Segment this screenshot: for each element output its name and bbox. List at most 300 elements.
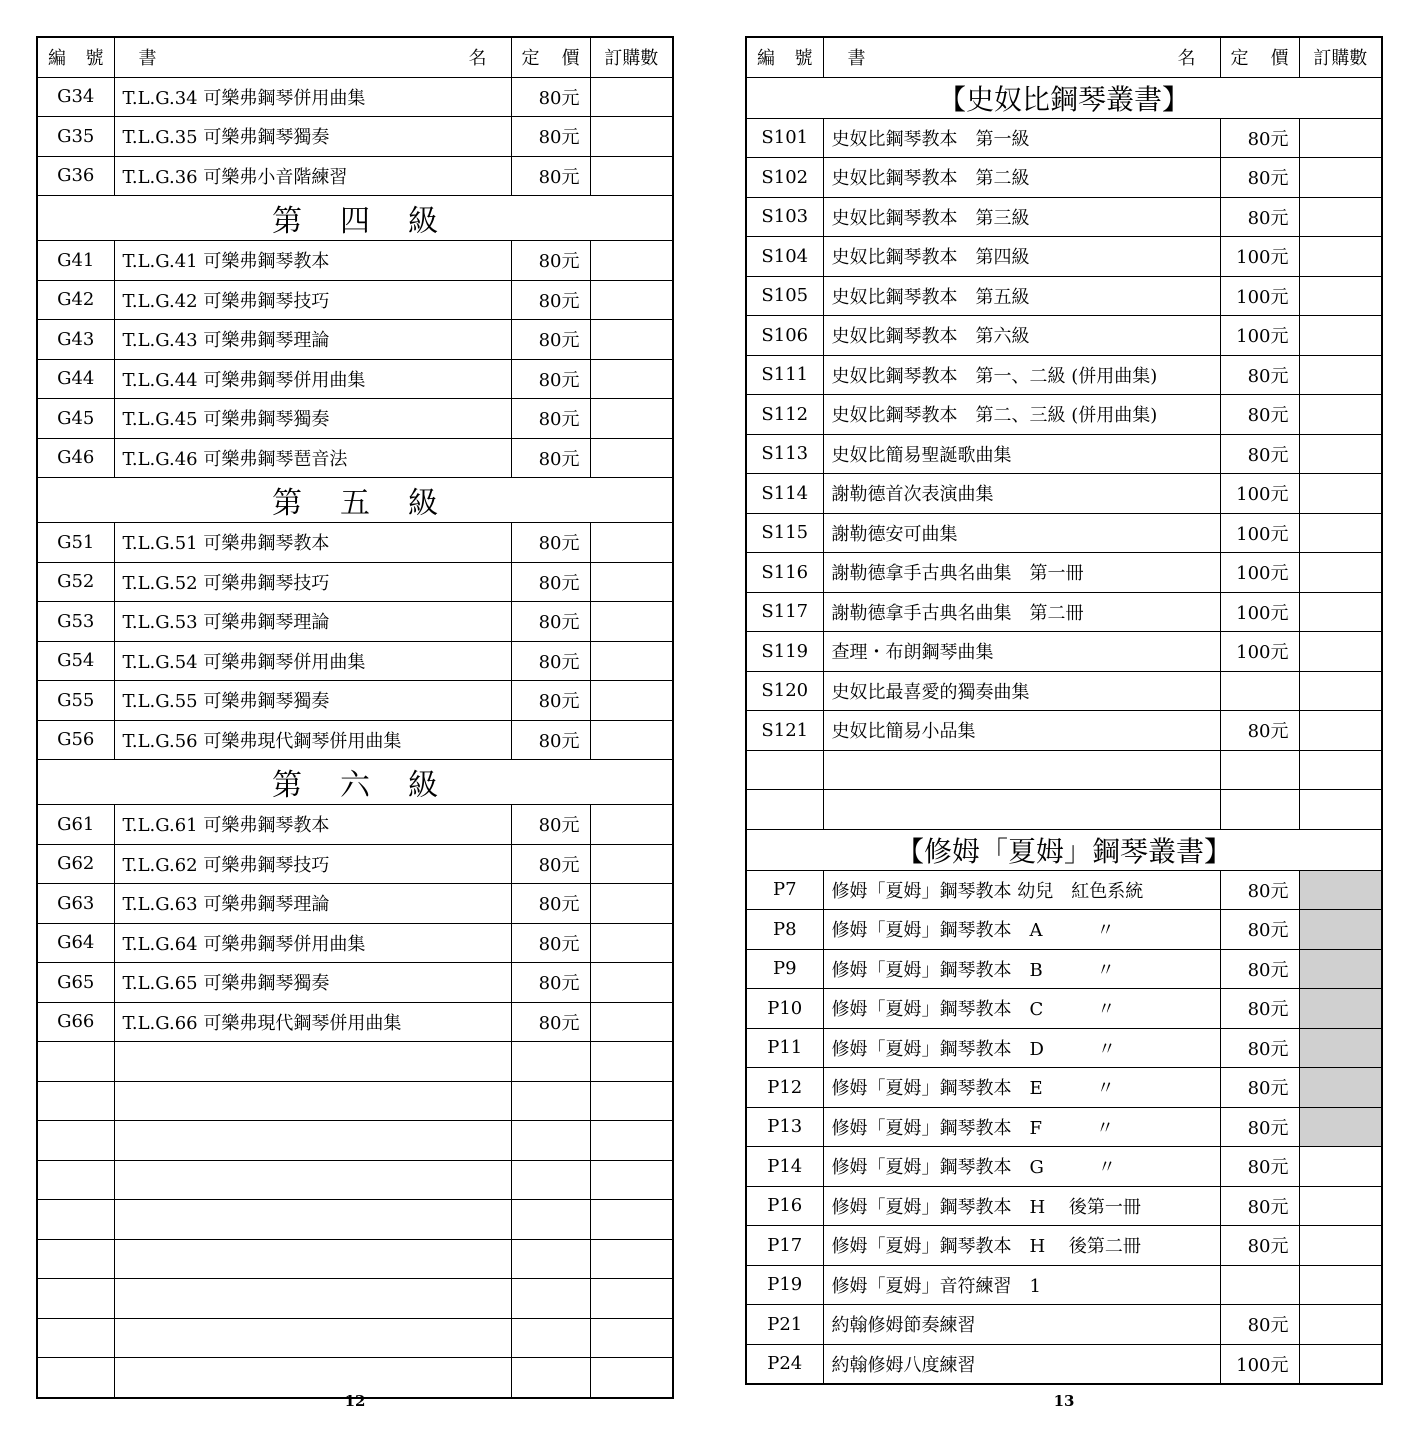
order-quantity-cell[interactable] [590,399,673,439]
order-quantity-cell[interactable] [1299,711,1382,751]
item-price: 80元 [1220,197,1299,237]
item-title: T.L.G.35 可樂弗鋼琴獨奏 [114,117,511,157]
item-title: 修姆「夏姆」鋼琴教本 H 後第一冊 [823,1186,1220,1226]
order-quantity-cell[interactable] [590,280,673,320]
item-title: T.L.G.42 可樂弗鋼琴技巧 [114,280,511,320]
item-price [1220,1265,1299,1305]
item-title: 修姆「夏姆」鋼琴教本 A 〃 [823,910,1220,950]
table-row [746,910,1382,950]
section-heading: 【修姆「夏姆」鋼琴叢書】 [746,829,1382,870]
table-row [37,720,673,760]
item-code: G34 [37,77,114,117]
item-code: G46 [37,438,114,478]
item-code [746,750,823,790]
order-quantity-cell[interactable] [1299,276,1382,316]
order-quantity-cell[interactable] [590,438,673,478]
table-row [37,681,673,721]
page-number-left: 12 [344,1392,366,1410]
item-price: 80元 [511,844,590,884]
item-title: 史奴比鋼琴教本 第三級 [823,197,1220,237]
table-row [746,1028,1382,1068]
item-title: 查理・布朗鋼琴曲集 [823,632,1220,672]
item-code: P10 [746,989,823,1029]
item-code [37,1358,114,1398]
table-row [746,870,1382,910]
table-row [37,923,673,963]
item-code: S113 [746,434,823,474]
item-title [823,790,1220,830]
order-quantity-cell[interactable] [1299,910,1382,950]
order-quantity-cell[interactable] [590,963,673,1003]
item-code: S121 [746,711,823,751]
item-price: 80元 [511,963,590,1003]
item-code: S117 [746,592,823,632]
order-quantity-cell[interactable] [1299,237,1382,277]
item-title: T.L.G.51 可樂弗鋼琴教本 [114,523,511,563]
item-code: G35 [37,117,114,157]
header-order: 訂購數 [1299,37,1382,77]
order-quantity-cell[interactable] [1299,118,1382,158]
item-price: 80元 [511,923,590,963]
item-price: 100元 [1220,1344,1299,1384]
order-quantity-cell[interactable] [1299,592,1382,632]
item-price: 80元 [511,156,590,196]
table-row [746,1068,1382,1108]
item-price: 80元 [1220,989,1299,1029]
item-price: 80元 [511,1002,590,1042]
item-title: 史奴比鋼琴教本 第一級 [823,118,1220,158]
table-row [37,77,673,117]
item-code: S103 [746,197,823,237]
item-price: 80元 [511,320,590,360]
table-row [37,844,673,884]
item-price [1220,790,1299,830]
table-header [746,37,1382,77]
order-quantity-cell[interactable] [590,1121,673,1161]
table-row [37,1279,673,1319]
table-row [37,1121,673,1161]
item-code: P12 [746,1068,823,1108]
order-quantity-cell[interactable] [1299,553,1382,593]
item-title: T.L.G.55 可樂弗鋼琴獨奏 [114,681,511,721]
item-title: 謝勒德安可曲集 [823,513,1220,553]
item-title [114,1042,511,1082]
item-title: T.L.G.44 可樂弗鋼琴併用曲集 [114,359,511,399]
item-code [37,1200,114,1240]
table-row [746,237,1382,277]
table-body-right [746,77,1382,1384]
item-title: 史奴比鋼琴教本 第二、三級 (併用曲集) [823,395,1220,435]
order-quantity-cell[interactable] [1299,1226,1382,1266]
item-title: 史奴比最喜愛的獨奏曲集 [823,671,1220,711]
table-row [746,276,1382,316]
table-row [37,280,673,320]
item-code: S101 [746,118,823,158]
table-row [746,513,1382,553]
order-quantity-cell[interactable] [1299,949,1382,989]
item-price: 80元 [511,438,590,478]
item-price [1220,750,1299,790]
order-quantity-cell[interactable] [1299,989,1382,1029]
item-price [511,1042,590,1082]
order-quantity-cell[interactable] [590,156,673,196]
order-quantity-cell[interactable] [590,1081,673,1121]
item-price: 80元 [511,641,590,681]
item-price: 100元 [1220,237,1299,277]
header-title: 書 名 [823,37,1220,77]
item-price: 80元 [1220,1305,1299,1345]
order-quantity-cell[interactable] [590,1160,673,1200]
item-title: 修姆「夏姆」鋼琴教本 B 〃 [823,949,1220,989]
item-price: 80元 [1220,1068,1299,1108]
item-title: T.L.G.62 可樂弗鋼琴技巧 [114,844,511,884]
table-row [746,1107,1382,1147]
item-title: 修姆「夏姆」音符練習 1 [823,1265,1220,1305]
item-code: G66 [37,1002,114,1042]
item-price: 80元 [511,562,590,602]
table-row [37,1002,673,1042]
table-row [37,1239,673,1279]
item-title: 修姆「夏姆」鋼琴教本 H 後第二冊 [823,1226,1220,1266]
order-quantity-cell[interactable] [1299,395,1382,435]
item-title: 史奴比鋼琴教本 第一、二級 (併用曲集) [823,355,1220,395]
item-price: 80元 [1220,395,1299,435]
item-title: T.L.G.64 可樂弗鋼琴併用曲集 [114,923,511,963]
section-heading: 第六級 [37,760,673,805]
section-heading: 第四級 [37,196,673,241]
table-row [746,1147,1382,1187]
item-code: G43 [37,320,114,360]
table-row [37,241,673,281]
item-code: G65 [37,963,114,1003]
item-price [1220,671,1299,711]
item-price: 80元 [1220,118,1299,158]
item-code: G51 [37,523,114,563]
order-quantity-cell[interactable] [590,1002,673,1042]
item-price: 80元 [511,681,590,721]
item-code [746,790,823,830]
catalog-table-left [36,36,674,1399]
item-price [511,1121,590,1161]
section-row [37,196,673,241]
item-title [114,1160,511,1200]
item-price [511,1318,590,1358]
item-title [114,1279,511,1319]
item-price: 80元 [511,241,590,281]
item-code: S115 [746,513,823,553]
item-code [37,1279,114,1319]
table-row [37,156,673,196]
order-quantity-cell[interactable] [590,884,673,924]
item-price: 80元 [511,77,590,117]
item-price: 80元 [1220,1028,1299,1068]
order-quantity-cell[interactable] [1299,1028,1382,1068]
table-row [37,805,673,845]
order-quantity-cell[interactable] [1299,671,1382,711]
item-title: T.L.G.61 可樂弗鋼琴教本 [114,805,511,845]
item-price [511,1279,590,1319]
item-title: 修姆「夏姆」鋼琴教本 D 〃 [823,1028,1220,1068]
order-quantity-cell[interactable] [590,1200,673,1240]
section-heading: 第五級 [37,478,673,523]
item-title [114,1200,511,1240]
order-quantity-cell[interactable] [1299,870,1382,910]
item-code: G62 [37,844,114,884]
table-row [746,790,1382,830]
item-title: 修姆「夏姆」鋼琴教本 C 〃 [823,989,1220,1029]
header-code: 編 號 [746,37,823,77]
item-code: G42 [37,280,114,320]
order-quantity-cell[interactable] [1299,316,1382,356]
item-price [511,1358,590,1398]
order-quantity-cell[interactable] [1299,1068,1382,1108]
item-code: G45 [37,399,114,439]
table-row [746,355,1382,395]
order-quantity-cell[interactable] [590,359,673,399]
order-quantity-cell[interactable] [1299,1305,1382,1345]
order-quantity-cell[interactable] [590,1358,673,1398]
header-order: 訂購數 [590,37,673,77]
order-quantity-cell[interactable] [590,641,673,681]
item-code: P21 [746,1305,823,1345]
item-title: 史奴比鋼琴教本 第六級 [823,316,1220,356]
order-quantity-cell[interactable] [1299,197,1382,237]
table-row [37,1081,673,1121]
item-title [823,750,1220,790]
item-price: 100元 [1220,592,1299,632]
item-code [37,1239,114,1279]
table-row [746,632,1382,672]
order-quantity-cell[interactable] [590,602,673,642]
table-row [37,1160,673,1200]
table-row [746,1265,1382,1305]
order-quantity-cell[interactable] [590,720,673,760]
section-row [37,478,673,523]
item-title: T.L.G.52 可樂弗鋼琴技巧 [114,562,511,602]
table-row [37,562,673,602]
order-quantity-cell[interactable] [1299,1147,1382,1187]
order-quantity-cell[interactable] [1299,632,1382,672]
item-code: G36 [37,156,114,196]
order-quantity-cell[interactable] [590,77,673,117]
section-row [746,829,1382,870]
item-code: P8 [746,910,823,950]
item-code: P9 [746,949,823,989]
header-price: 定 價 [511,37,590,77]
table-body-left [37,77,673,1398]
order-quantity-cell[interactable] [1299,1344,1382,1384]
item-price: 80元 [1220,355,1299,395]
order-quantity-cell[interactable] [1299,750,1382,790]
table-row [37,320,673,360]
item-title: 謝勒德首次表演曲集 [823,474,1220,514]
table-row [37,1200,673,1240]
order-quantity-cell[interactable] [590,844,673,884]
item-code [37,1042,114,1082]
item-code: G55 [37,681,114,721]
order-quantity-cell[interactable] [1299,1265,1382,1305]
item-code: G64 [37,923,114,963]
table-row [746,592,1382,632]
item-price: 80元 [511,399,590,439]
table-header [37,37,673,77]
table-row [37,963,673,1003]
item-price: 80元 [1220,711,1299,751]
item-title: T.L.G.46 可樂弗鋼琴琶音法 [114,438,511,478]
order-quantity-cell[interactable] [590,523,673,563]
table-row [37,641,673,681]
header-price: 定 價 [1220,37,1299,77]
item-price: 80元 [1220,870,1299,910]
table-row [746,158,1382,198]
table-row [746,949,1382,989]
item-title [114,1358,511,1398]
order-quantity-cell[interactable] [590,1042,673,1082]
item-price: 80元 [1220,1107,1299,1147]
item-title: 史奴比鋼琴教本 第五級 [823,276,1220,316]
order-quantity-cell[interactable] [1299,355,1382,395]
item-title [114,1081,511,1121]
item-code: P11 [746,1028,823,1068]
item-code: G61 [37,805,114,845]
table-row [37,884,673,924]
order-quantity-cell[interactable] [1299,434,1382,474]
table-row [746,434,1382,474]
item-price: 100元 [1220,316,1299,356]
order-quantity-cell[interactable] [1299,1107,1382,1147]
section-row [746,77,1382,118]
item-code: P13 [746,1107,823,1147]
order-quantity-cell[interactable] [590,241,673,281]
item-price [511,1239,590,1279]
order-quantity-cell[interactable] [590,805,673,845]
item-price: 80元 [1220,1186,1299,1226]
item-title: T.L.G.65 可樂弗鋼琴獨奏 [114,963,511,1003]
table-row [746,197,1382,237]
right-page [745,36,1383,1385]
table-row [746,118,1382,158]
item-price: 80元 [1220,1226,1299,1266]
item-price [511,1081,590,1121]
item-code: G44 [37,359,114,399]
item-price: 80元 [511,602,590,642]
order-quantity-cell[interactable] [590,1239,673,1279]
order-quantity-cell[interactable] [590,681,673,721]
item-code: G41 [37,241,114,281]
section-heading: 【史奴比鋼琴叢書】 [746,77,1382,118]
item-title: 修姆「夏姆」鋼琴教本 F 〃 [823,1107,1220,1147]
item-code: P16 [746,1186,823,1226]
item-title: 史奴比鋼琴教本 第四級 [823,237,1220,277]
item-title: 史奴比簡易小品集 [823,711,1220,751]
catalog-table-right [745,36,1383,1385]
item-code: P17 [746,1226,823,1266]
item-title: 約翰修姆八度練習 [823,1344,1220,1384]
table-row [746,989,1382,1029]
order-quantity-cell[interactable] [1299,158,1382,198]
item-title: T.L.G.43 可樂弗鋼琴理論 [114,320,511,360]
left-page [36,36,674,1399]
item-code: S105 [746,276,823,316]
item-price: 80元 [1220,1147,1299,1187]
item-price: 80元 [1220,434,1299,474]
table-row [37,438,673,478]
table-row [37,117,673,157]
header-title: 書 名 [114,37,511,77]
item-code: S104 [746,237,823,277]
item-code [37,1318,114,1358]
item-code: S120 [746,671,823,711]
item-price: 80元 [511,280,590,320]
table-row [37,1318,673,1358]
table-row [746,671,1382,711]
item-title: T.L.G.54 可樂弗鋼琴併用曲集 [114,641,511,681]
order-quantity-cell[interactable] [590,320,673,360]
table-row [746,316,1382,356]
item-title: 修姆「夏姆」鋼琴教本 幼兒 紅色系統 [823,870,1220,910]
order-quantity-cell[interactable] [1299,474,1382,514]
table-row [37,1042,673,1082]
item-code: P14 [746,1147,823,1187]
order-quantity-cell[interactable] [590,562,673,602]
item-code [37,1160,114,1200]
item-code: S102 [746,158,823,198]
order-quantity-cell[interactable] [1299,513,1382,553]
item-code: S119 [746,632,823,672]
item-price [511,1160,590,1200]
item-code: S111 [746,355,823,395]
table-row [37,399,673,439]
order-quantity-cell[interactable] [1299,1186,1382,1226]
item-price: 100元 [1220,474,1299,514]
item-code: S114 [746,474,823,514]
item-code: G53 [37,602,114,642]
item-title: 史奴比鋼琴教本 第二級 [823,158,1220,198]
table-row [746,1305,1382,1345]
item-title: T.L.G.36 可樂弗小音階練習 [114,156,511,196]
item-price: 80元 [1220,910,1299,950]
item-title: 修姆「夏姆」鋼琴教本 G 〃 [823,1147,1220,1187]
table-row [746,711,1382,751]
item-code: P19 [746,1265,823,1305]
item-price: 100元 [1220,632,1299,672]
order-quantity-cell[interactable] [590,923,673,963]
order-quantity-cell[interactable] [590,117,673,157]
item-price: 100元 [1220,276,1299,316]
item-code [37,1081,114,1121]
table-row [746,1226,1382,1266]
item-price: 80元 [511,884,590,924]
item-title: 修姆「夏姆」鋼琴教本 E 〃 [823,1068,1220,1108]
item-code: P24 [746,1344,823,1384]
item-title: T.L.G.53 可樂弗鋼琴理論 [114,602,511,642]
order-quantity-cell[interactable] [590,1279,673,1319]
item-price: 80元 [511,523,590,563]
item-title: 謝勒德拿手古典名曲集 第一冊 [823,553,1220,593]
item-title [114,1121,511,1161]
table-row [746,395,1382,435]
item-price: 80元 [1220,158,1299,198]
order-quantity-cell[interactable] [590,1318,673,1358]
item-title: 謝勒德拿手古典名曲集 第二冊 [823,592,1220,632]
item-price [511,1200,590,1240]
order-quantity-cell[interactable] [1299,790,1382,830]
item-code: S116 [746,553,823,593]
section-row [37,760,673,805]
item-title: T.L.G.34 可樂弗鋼琴併用曲集 [114,77,511,117]
item-title: T.L.G.41 可樂弗鋼琴教本 [114,241,511,281]
page-number-right: 13 [1053,1392,1075,1410]
